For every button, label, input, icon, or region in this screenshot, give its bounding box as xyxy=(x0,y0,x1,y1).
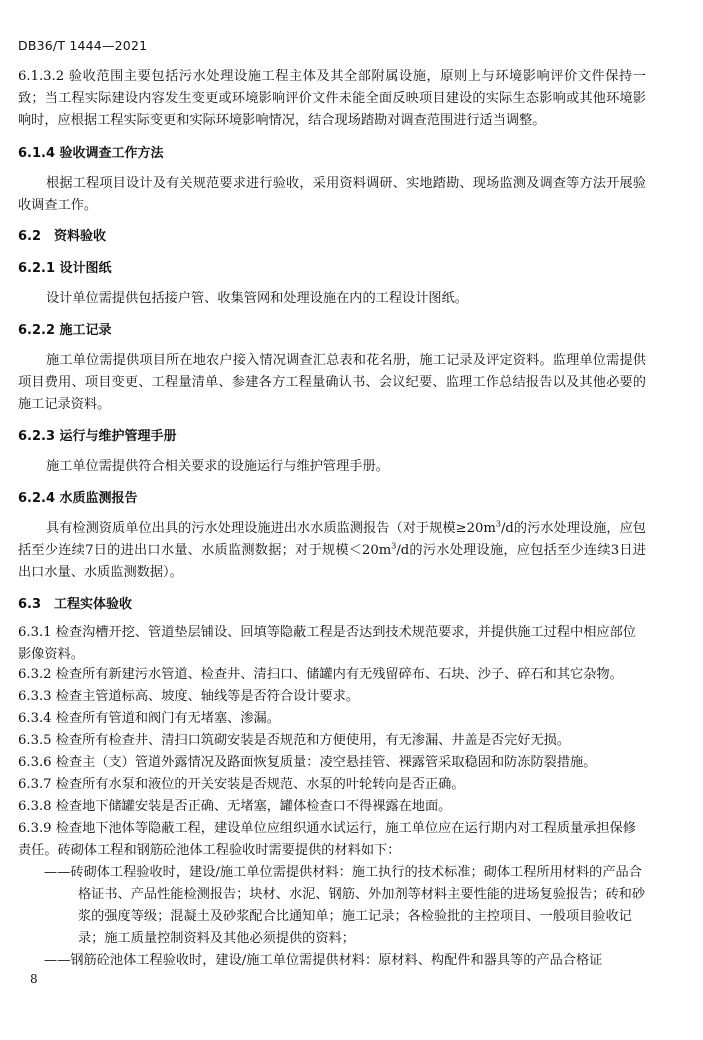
superscript-2: 3 xyxy=(391,541,397,551)
paragraph-6-1-4: 根据工程项目设计及有关规范要求进行验收，采用资料调研、实地踏勘、现场监测及调查等方法开展验收调查工作。 xyxy=(18,176,646,213)
list-item-6-3-4: 6.3.4 检查所有管道和阀门有无堵塞、渗漏。 xyxy=(18,711,280,726)
water-report-text-2: /d的污水处理设施，应包括至少连续7日的进出口水量、水质监测数据；对于规模＜20m xyxy=(18,521,646,558)
section-title-6-2-2: 6.2.2 施工记录 xyxy=(18,323,112,338)
page-number: 8 xyxy=(30,972,38,986)
paragraph-6-2-1: 设计单位需提供包括接户管、收集管网和处理设施在内的工程设计图纸。 xyxy=(46,291,468,306)
list-item-6-3-9: 6.3.9 检查地下池体等隐蔽工程，建设单位应组织通水试运行，施工单位应在运行期内对工程质量承担保修责任。砖砌体工程和钢筋砼池体工程验收时需要提供的材料如下： xyxy=(18,821,636,858)
section-title-6-1-4: 6.1.4 验收调查工作方法 xyxy=(18,146,164,161)
water-report-text-1: 具有检测资质单位出具的污水处理设施进出水水质监测报告（对于规模≥20m xyxy=(46,521,496,536)
water-report-text-3: /d的污水处理设施，应包括至少连续3日进出口水量、水质监测数据）。 xyxy=(18,543,646,580)
list-item-6-3-1: 6.3.1 检查沟槽开挖、管道垫层铺设、回填等隐蔽工程是否达到技术规范要求，并提供施工过程中相应部位影像资料。 xyxy=(18,625,636,662)
superscript-1: 3 xyxy=(495,519,501,529)
section-title-6-2-4: 6.2.4 水质监测报告 xyxy=(18,491,138,506)
section-title-6-2: 6.2 资料验收 xyxy=(18,229,107,244)
paragraph-6-2-3: 施工单位需提供符合相关要求的设施运行与维护管理手册。 xyxy=(46,459,389,474)
section-title-6-2-1: 6.2.1 设计图纸 xyxy=(18,261,112,276)
list-item-6-3-7: 6.3.7 检查所有水泵和液位的开关安装是否规范、水泵的叶轮转向是否正确。 xyxy=(18,777,465,792)
dash-item-concrete-text: ——钢筋砼池体工程验收时，建设/施工单位需提供材料：原材料、构配件和器具等的产品合格证 xyxy=(44,953,603,968)
list-item-6-3-8: 6.3.8 检查地下储罐安装是否正确、无堵塞，罐体检查口不得裸露在地面。 xyxy=(18,799,452,814)
dash-item-masonry-text: ——砖砌体工程验收时，建设/施工单位需提供材料：施工执行的技术标准；砌体工程所用材料的产品合格证书、产品性能检测报告；块材、水泥、钢筋、外加剂等材料主要性能的进场复验报告；砖和砂浆的强度等级；混凝土及砂浆配合比通知单；施工记录；各检验批的主控项目、一般项目验收记录；施工质量控制资料及其他必须提供的资料； xyxy=(44,865,646,946)
section-title-6-2-3: 6.2.3 运行与维护管理手册 xyxy=(18,429,177,444)
list-item-6-3-6: 6.3.6 检查主（支）管道外露情况及路面恢复质量：凌空悬挂管、裸露管采取稳固和防冻防裂措施。 xyxy=(18,755,597,770)
dash-item-concrete xyxy=(44,950,646,972)
list-item-6-3-3: 6.3.3 检查主管道标高、坡度、轴线等是否符合设计要求。 xyxy=(18,689,360,704)
paragraph-6-2-4 xyxy=(18,518,646,584)
paragraph-6-1-3-2: 6.1.3.2 验收范围主要包括污水处理设施工程主体及其全部附属设施，原则上与环境影响评价文件保持一致；当工程实际建设内容发生变更或环境影响评价文件未能全面反映项目建设的实际生态影响或其他环境影响时，应根据工程实际变更和实际环境影响情况，结合现场踏勘对调查范围进行适当调整。 xyxy=(18,69,646,128)
doc-code: DB36/T 1444—2021 xyxy=(18,38,148,53)
list-item-6-3-5: 6.3.5 检查所有检查井、清扫口筑砌安装是否规范和方便使用，有无渗漏、井盖是否完好无损。 xyxy=(18,733,571,748)
section-title-6-3: 6.3 工程实体验收 xyxy=(18,597,133,612)
dash-item-masonry xyxy=(44,862,646,950)
paragraph-6-2-2: 施工单位需提供项目所在地农户接入情况调查汇总表和花名册，施工记录及评定资料。监理单位需提供项目费用、项目变更、工程量清单、参建各方工程量确认书、会议纪要、监理工作总结报告以及其他必要的施工记录资料。 xyxy=(18,353,646,412)
list-item-6-3-2: 6.3.2 检查所有新建污水管道、检查井、清扫口、储罐内有无残留碎布、石块、沙子、碎石和其它杂物。 xyxy=(18,667,623,682)
